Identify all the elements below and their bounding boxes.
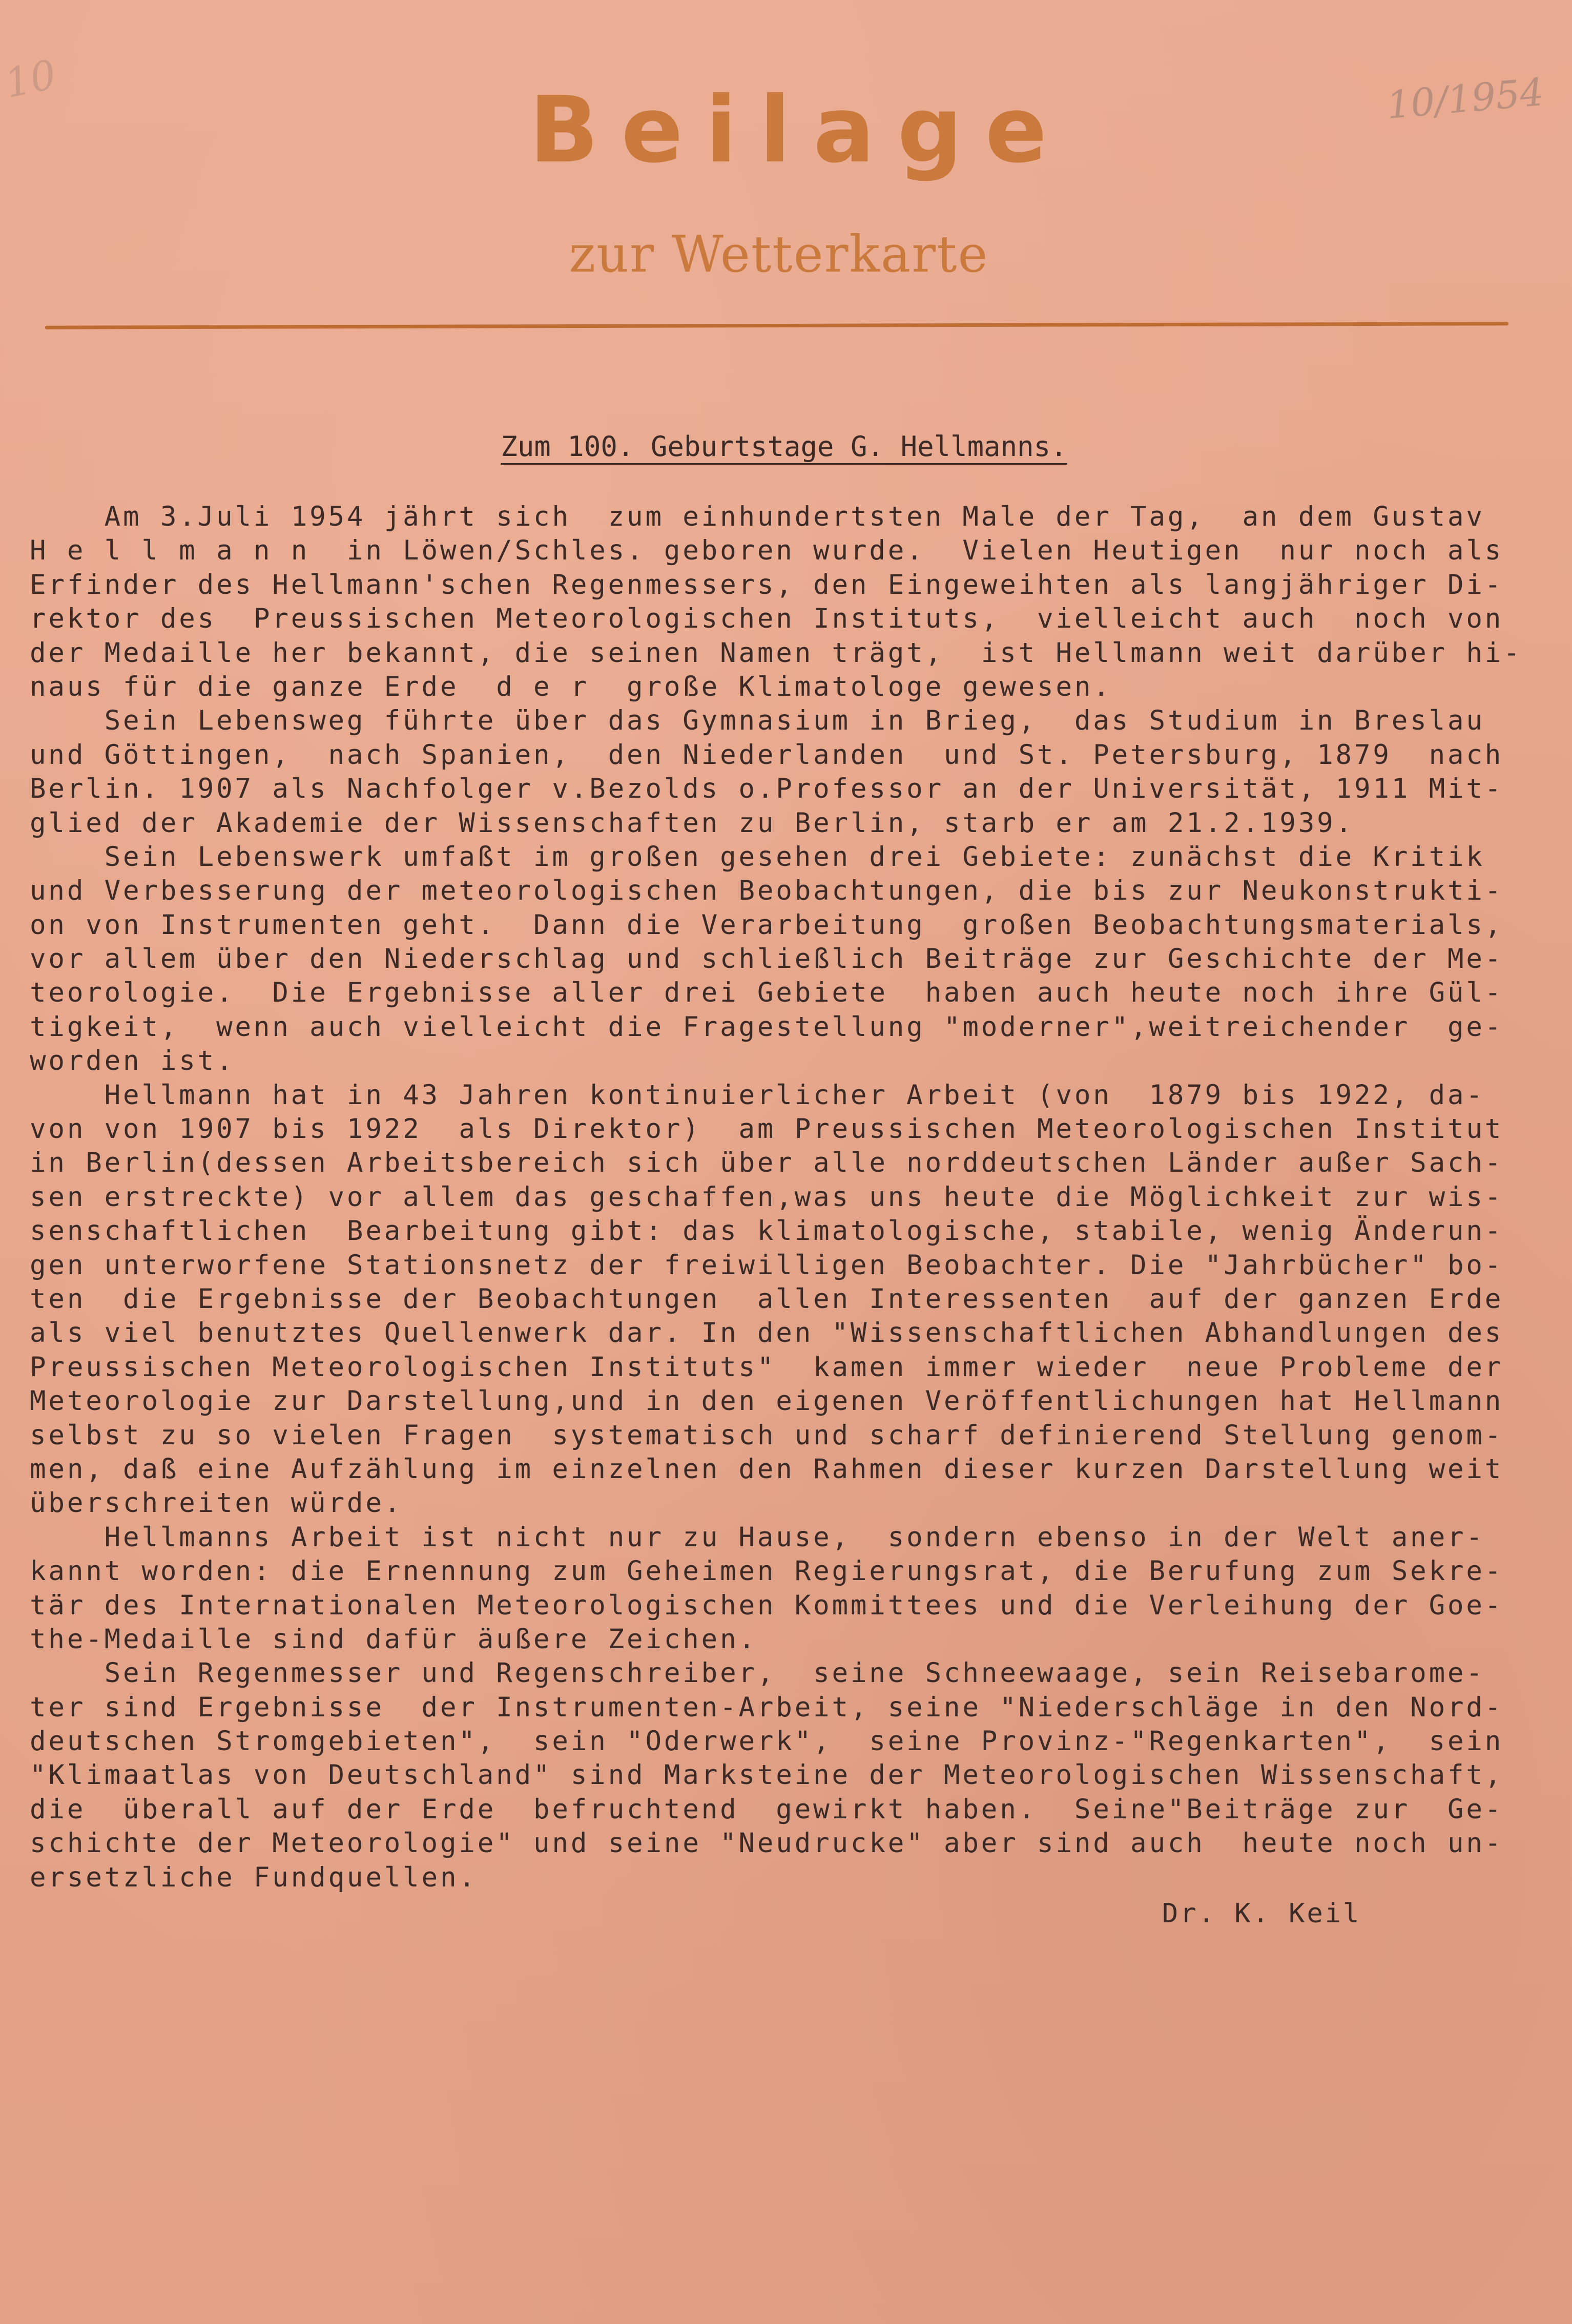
body-line: Hellmann hat in 43 Jahren kontinuierlicher Arbeit (von 1879 bis 1922, da- bbox=[30, 1079, 1485, 1111]
body-line: H e l l m a n n in Löwen/Schles. geboren wurde. Vielen Heutigen nur noch als bbox=[30, 535, 1504, 567]
body-line: tigkeit, wenn auch vielleicht die Fragestellung "moderner",weitreichender ge- bbox=[30, 1011, 1504, 1043]
body-line: on von Instrumenten geht. Dann die Verarbeitung großen Beobachtungsmaterials, bbox=[30, 909, 1504, 941]
body-line: ter sind Ergebnisse der Instrumenten-Arbeit, seine "Niederschläge in den Nord- bbox=[30, 1691, 1504, 1723]
body-line: Hellmanns Arbeit ist nicht nur zu Hause, sondern ebenso in der Welt aner- bbox=[30, 1521, 1485, 1553]
body-line: und Göttingen, nach Spanien, den Niederlanden und St. Petersburg, 1879 nach bbox=[30, 739, 1504, 771]
body-line: der Medaille her bekannt, die seinen Namen trägt, ist Hellmann weit darüber hi- bbox=[30, 637, 1522, 669]
body-line: die überall auf der Erde befruchtend gewirkt haben. Seine"Beiträge zur Ge- bbox=[30, 1793, 1504, 1825]
body-line: Erfinder des Hellmann'schen Regenmessers, den Eingeweihten als langjähriger Di- bbox=[30, 569, 1504, 600]
body-line: und Verbesserung der meteorologischen Beobachtungen, die bis zur Neukonstrukti- bbox=[30, 875, 1504, 907]
body-line: deutschen Stromgebieten", sein "Oderwerk", seine Provinz-"Regenkarten", sein bbox=[30, 1726, 1504, 1757]
body-line: naus für die ganze Erde d e r große Klimatologe gewesen. bbox=[30, 671, 1112, 702]
body-line: kannt worden: die Ernennung zum Geheimen Regierungsrat, die Berufung zum Sekre- bbox=[30, 1555, 1504, 1587]
body-line: Am 3.Juli 1954 jährt sich zum einhundertsten Male der Tag, an dem Gustav bbox=[30, 501, 1485, 532]
body-line: Preussischen Meteorologischen Instituts" kamen immer wieder neue Probleme der bbox=[30, 1351, 1504, 1383]
body-line: men, daß eine Aufzählung im einzelnen den Rahmen dieser kurzen Darstellung weit bbox=[30, 1453, 1504, 1485]
body-line: selbst zu so vielen Fragen systematisch und scharf definierend Stellung genom- bbox=[30, 1419, 1504, 1451]
masthead-divider bbox=[45, 322, 1508, 329]
body-line: teorologie. Die Ergebnisse aller drei Gebiete haben auch heute noch ihre Gül- bbox=[30, 977, 1504, 1009]
pencil-annotation-top-right: 10/1954 bbox=[1384, 70, 1546, 128]
body-line: worden ist. bbox=[30, 1045, 235, 1077]
body-line: rektor des Preussischen Meteorologischen Instituts, vielleicht auch noch von bbox=[30, 603, 1504, 635]
body-line: Sein Regenmesser und Regenschreiber, seine Schneewaage, sein Reisebarome- bbox=[30, 1657, 1485, 1689]
body-line: senschaftlichen Bearbeitung gibt: das klimatologische, stabile, wenig Änderun- bbox=[30, 1215, 1504, 1247]
body-line: the-Medaille sind dafür äußere Zeichen. bbox=[30, 1623, 757, 1655]
body-line: sen erstreckte) vor allem das geschaffen,was uns heute die Möglichkeit zur wis- bbox=[30, 1181, 1504, 1213]
body-line: als viel benutztes Quellenwerk dar. In den "Wissenschaftlichen Abhandlungen des bbox=[30, 1317, 1504, 1349]
body-line: ten die Ergebnisse der Beobachtungen allen Interessenten auf der ganzen Erde bbox=[30, 1283, 1504, 1315]
body-line: ersetzliche Fundquellen. bbox=[30, 1861, 478, 1893]
body-line: "Klimaatlas von Deutschland" sind Marksteine der Meteorologischen Wissenschaft, bbox=[30, 1759, 1504, 1791]
body-line: tär des Internationalen Meteorologischen Kommittees und die Verleihung der Goe- bbox=[30, 1589, 1504, 1621]
body-line: in Berlin(dessen Arbeitsbereich sich über alle norddeutschen Länder außer Sach- bbox=[30, 1147, 1504, 1179]
article-body bbox=[30, 500, 1522, 1895]
body-line: Sein Lebensweg führte über das Gymnasium in Brieg, das Studium in Breslau bbox=[30, 705, 1485, 737]
masthead-subtitle: zur Wetterkarte bbox=[569, 225, 989, 284]
masthead-title: Beilage bbox=[529, 77, 1070, 183]
body-line: glied der Akademie der Wissenschaften zu Berlin, starb er am 21.2.1939. bbox=[30, 807, 1354, 839]
article-title: Zum 100. Geburtstage G. Hellmanns. bbox=[501, 430, 1067, 463]
body-line: Meteorologie zur Darstellung,und in den eigenen Veröffentlichungen hat Hellmann bbox=[30, 1385, 1504, 1417]
body-line: Sein Lebenswerk umfaßt im großen gesehen drei Gebiete: zunächst die Kritik bbox=[30, 841, 1485, 873]
body-line: überschreiten würde. bbox=[30, 1487, 403, 1519]
body-line: gen unterworfene Stationsnetz der freiwilligen Beobachter. Die "Jahrbücher" bo- bbox=[30, 1249, 1504, 1281]
body-line: schichte der Meteorologie" und seine "Neudrucke" aber sind auch heute noch un- bbox=[30, 1828, 1504, 1859]
pencil-annotation-top-left: 10 bbox=[1, 51, 60, 108]
body-line: von von 1907 bis 1922 als Direktor) am Preussischen Meteorologischen Institut bbox=[30, 1113, 1504, 1145]
body-line: vor allem über den Niederschlag und schließlich Beiträge zur Geschichte der Me- bbox=[30, 943, 1504, 975]
author-signature: Dr. K. Keil bbox=[1162, 1898, 1361, 1929]
body-line: Berlin. 1907 als Nachfolger v.Bezolds o.Professor an der Universität, 1911 Mit- bbox=[30, 773, 1504, 805]
